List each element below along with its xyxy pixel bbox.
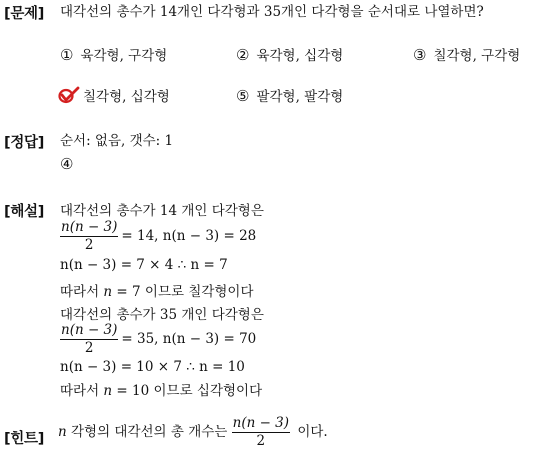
text-segment: 따라서 xyxy=(60,383,104,399)
answer-label: [정답] xyxy=(4,135,45,151)
fraction-numerator: n(n − 3) xyxy=(61,322,118,338)
checkmark-icon xyxy=(58,86,80,109)
problem-label: [문제] xyxy=(4,6,45,22)
explanation-line-1: 대각선의 총수가 14 개인 다각형은 xyxy=(60,203,264,219)
variable-n: n xyxy=(58,424,67,440)
text-segment: 각형의 대각선의 총 개수는 xyxy=(66,424,232,440)
choice-text: 팔각형, 팔각형 xyxy=(256,89,344,105)
explanation-line-8 xyxy=(60,382,262,400)
choice-number: ② xyxy=(236,46,250,64)
choice-text: 육각형, 구각형 xyxy=(80,48,168,64)
variable-n: n xyxy=(103,383,113,399)
choice-number: ③ xyxy=(413,46,427,64)
choice-number: ⑤ xyxy=(236,87,250,105)
explanation-line-7: n(n − 3) = 10 × 7 ∴ n = 10 xyxy=(60,359,245,375)
fraction xyxy=(60,220,118,253)
choice-5[interactable] xyxy=(236,87,343,106)
hint-label: [힌트] xyxy=(4,431,45,447)
hint-line xyxy=(58,416,328,449)
fraction-numerator: n(n − 3) xyxy=(232,415,290,431)
choice-2[interactable] xyxy=(236,46,343,65)
text-segment: 이다. xyxy=(293,424,328,440)
equation-text: = 35, n(n − 3) = 70 xyxy=(121,331,257,347)
choice-4[interactable] xyxy=(58,86,170,109)
fraction-denominator: 2 xyxy=(84,237,94,253)
answer-line-2: ④ xyxy=(60,155,74,173)
choice-3[interactable] xyxy=(413,46,520,65)
answer-line-1: 순서: 없음, 갯수: 1 xyxy=(60,133,174,149)
fraction-denominator: 2 xyxy=(256,433,266,449)
fraction-denominator: 2 xyxy=(84,340,94,356)
choice-text: 육각형, 십각형 xyxy=(256,48,344,64)
fraction-numerator: n(n − 3) xyxy=(61,219,118,235)
explanation-line-3: n(n − 3) = 7 × 4 ∴ n = 7 xyxy=(60,257,228,273)
variable-n: n xyxy=(103,284,113,300)
explanation-line-6 xyxy=(60,323,256,356)
choice-1[interactable] xyxy=(60,46,167,65)
fraction xyxy=(232,416,290,449)
choice-text: 칠각형, 십각형 xyxy=(83,89,170,105)
explanation-label: [해설] xyxy=(4,204,45,220)
problem-question: 대각선의 총수가 14개인 다각형과 35개인 다각형을 순서대로 나열하면? xyxy=(60,4,484,20)
text-segment: = 10 이므로 십각형이다 xyxy=(112,383,263,399)
text-segment: = 7 이므로 칠각형이다 xyxy=(112,284,254,300)
explanation-line-5: 대각선의 총수가 35 개인 다각형은 xyxy=(60,307,264,323)
fraction xyxy=(60,323,118,356)
explanation-line-4 xyxy=(60,283,254,301)
explanation-line-2 xyxy=(60,220,256,253)
equation-text: = 14, n(n − 3) = 28 xyxy=(121,228,257,244)
choice-number: ① xyxy=(60,46,74,64)
choice-text: 칠각형, 구각형 xyxy=(433,48,521,64)
text-segment: 따라서 xyxy=(60,284,104,300)
